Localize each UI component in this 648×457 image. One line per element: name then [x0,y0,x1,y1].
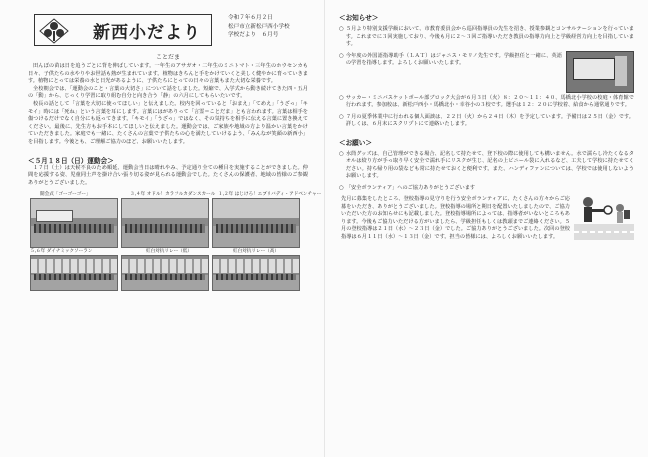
notice-text: 今年度の外国語指導助手（ＬＡＴ）はジャニス・モリノ先生です。学級担任と一緒に、英語の学習を指導します。よろしくお願いいたします。 [345,52,562,66]
notice-text: サッカー・ミニバスケットボール部ブロック大会が６月３日（火）８：２０～１１：４０、馬橋北小学校の校庭・体育館で行われます。参加校は、新松戸西小・馬橋北小・幸谷小の３校です。選手は１２：２０に学校着、給食から通常通りです。 [345,94,634,108]
kotodama-paragraph: 全校朝会では、「運動会のこと・言葉の大切さ」について話をしました。短縮で、入学式から動き続けてきた四・五月の「動」から、じっくり学習に取り組む自分と向き合う「静」の六月にしてもらいたいです。 [28,85,308,100]
notice-text: ５月より特別支援学級において、市教育委員会から巡回指導員の先生を招き、授業参観とコンサルテーションを行っています。これまでに３回実施しており、今後も月に２～３回ご指導いただき教員の指導力向上と学級経営力向上を目指しています。 [345,26,634,47]
kotodama-paragraph: 田んぼの苗は日を追うごとに背を伸ばしています。一年生のアサガオ・二年生のミニトマト・三年生のホウセンカも日々、子供たちの水やりやお世話も熱が生まれています。植物はきちんと手をかけていくと美しく健やかに育っていきます。植物にとっては栄養の水と日光があるように、子供たちにとっての日々の言葉もまた大切な栄養です。 [28,63,308,85]
right-page [324,0,648,457]
bullet: ○ [339,184,344,191]
sports-day-text: １７日（土）は天候不良のため順延、運動会当日は晴れやみ、予定通り全ての種目を実施することができました。仲間を応援する姿、児童同士声を掛け合い張り切る姿が見られる運動会でした。たくさんの保護者、地域の皆様のご参観ありがとうございました。 [28,164,308,186]
photo [121,198,209,248]
notice-item [339,53,562,68]
notices-heading: ＜お知らせ＞ [339,14,379,22]
issue-date: 令和７年６月２日 [228,15,273,21]
school-name: 松戸市立新松戸西小学校 [228,23,290,30]
newsletter-title: 新西小だより [93,23,201,43]
notice-item [339,114,634,129]
photo [30,255,118,291]
photo-caption: 紅白対抗リレー（低） [146,249,192,255]
bullet: ○ [339,94,344,101]
crossing-guard-illustration [574,194,634,240]
photo-caption: ３,４年 オドル！カラフルカダンスカール [130,192,216,198]
issue-number: 学校だより ６月号 [228,32,279,38]
request-item [339,185,634,193]
notice-item [339,26,634,49]
bullet: ○ [339,26,344,32]
request-text: 先月に募集をしたところ、登校指導の見守りを行う安全ボランティアに、たくさんの方々からご応募をいただき、ありがとうございました。登校指導の場所と期日を配置いたしましたので、ご協力いただいた方のお知らせにも記載しました。登校指導場所によっては、指導者がいないところもあります。今後もご協力いただける方がいましたら、学級担任もしくは教頭までご連絡ください。５月の登校指導は２１日（水）～２３日（金）でした。ご協力ありがとうございました。次回の登校指導は６月１１日（水）～１３日（金）です。担当の皆様には、よろしくお願いいたします。 [341,196,570,240]
photo [121,255,209,291]
photo [212,255,300,291]
notice-item [339,95,634,110]
photo-caption: １,２年 はじけろ！エブリバディ・アドベンチャー [218,192,322,198]
request-text: 「安全ボランティア」へのご協力ありがとうございます [345,184,476,191]
bullet: ○ [339,150,344,157]
request-detail [339,196,570,241]
photo-caption: 紅白対抗リレー（高） [233,249,279,255]
sports-day-heading: ＜５月１８日（日）運動会＞ [28,156,114,165]
photo-caption: 開会式「ゴーゴーゴー」 [40,192,91,198]
bullet: ○ [339,113,344,120]
request-item [339,151,634,181]
photo-gallery [28,191,322,281]
kotodama-heading: ことだま [155,54,180,61]
photo-caption: ５,６年 ダイナミックソーラン [30,249,93,255]
masthead [28,14,308,48]
school-emblem-icon [39,18,69,44]
photo [30,198,118,248]
kotodama-paragraph: 校長の話として「言葉を大切に使ってほしい」と伝えました。校内を回っていると「おまえ」「てめえ」「うざっ」「キモイ」時には「死ね」という言葉を耳にします。言葉にはがありって「言霊＝ことだま」とも言われます。言葉は相手を傷つけるだけでなく自分にも返ってきます。「キモイ」「うざっ」ではなく、その気持ちを相手に伝える言葉に置き換えてください。最後に、先生方もお手本にしてほしいと伝えました。運動会では、ご家族や地域の方より温かい言葉をかけていただきました。家庭でも一緒に、たくさんの言葉で子供たちの心を満たしていけるよう、「みんなが笑顔の新西小」を目指します。今後とも、ご理解ご協力のほど、お願いいたします。 [28,100,308,145]
notice-text: ７月の夏季休業中に行われる個人面談は、２２日（火）から２４日（木）を予定しています。予備日は２５日（金）です。詳しくは、６月末にスクリプトにて連絡いたします。 [345,113,634,127]
teacher-photo [566,51,634,93]
issue-info [228,14,290,40]
photo [212,198,300,248]
requests-heading: ＜お願い＞ [339,138,372,147]
title-box [34,14,212,46]
request-text: 水筒グッズは、自己管理ができる場合、記名して持たせて、登下校の際に使用しても構いません。水で濡らし冷たくなるタオルは絞り方が手っ取り早く安全で濡れ手にリスクが生じ、記名の上ビニール袋に入れるなど、工夫して学校に持たせてください。持ち帰り用の袋なども常に持たせておくと便利です。また、ハンディファンについては、学校では使用しないようお願いします。 [345,150,634,179]
bullet: ○ [339,52,344,59]
